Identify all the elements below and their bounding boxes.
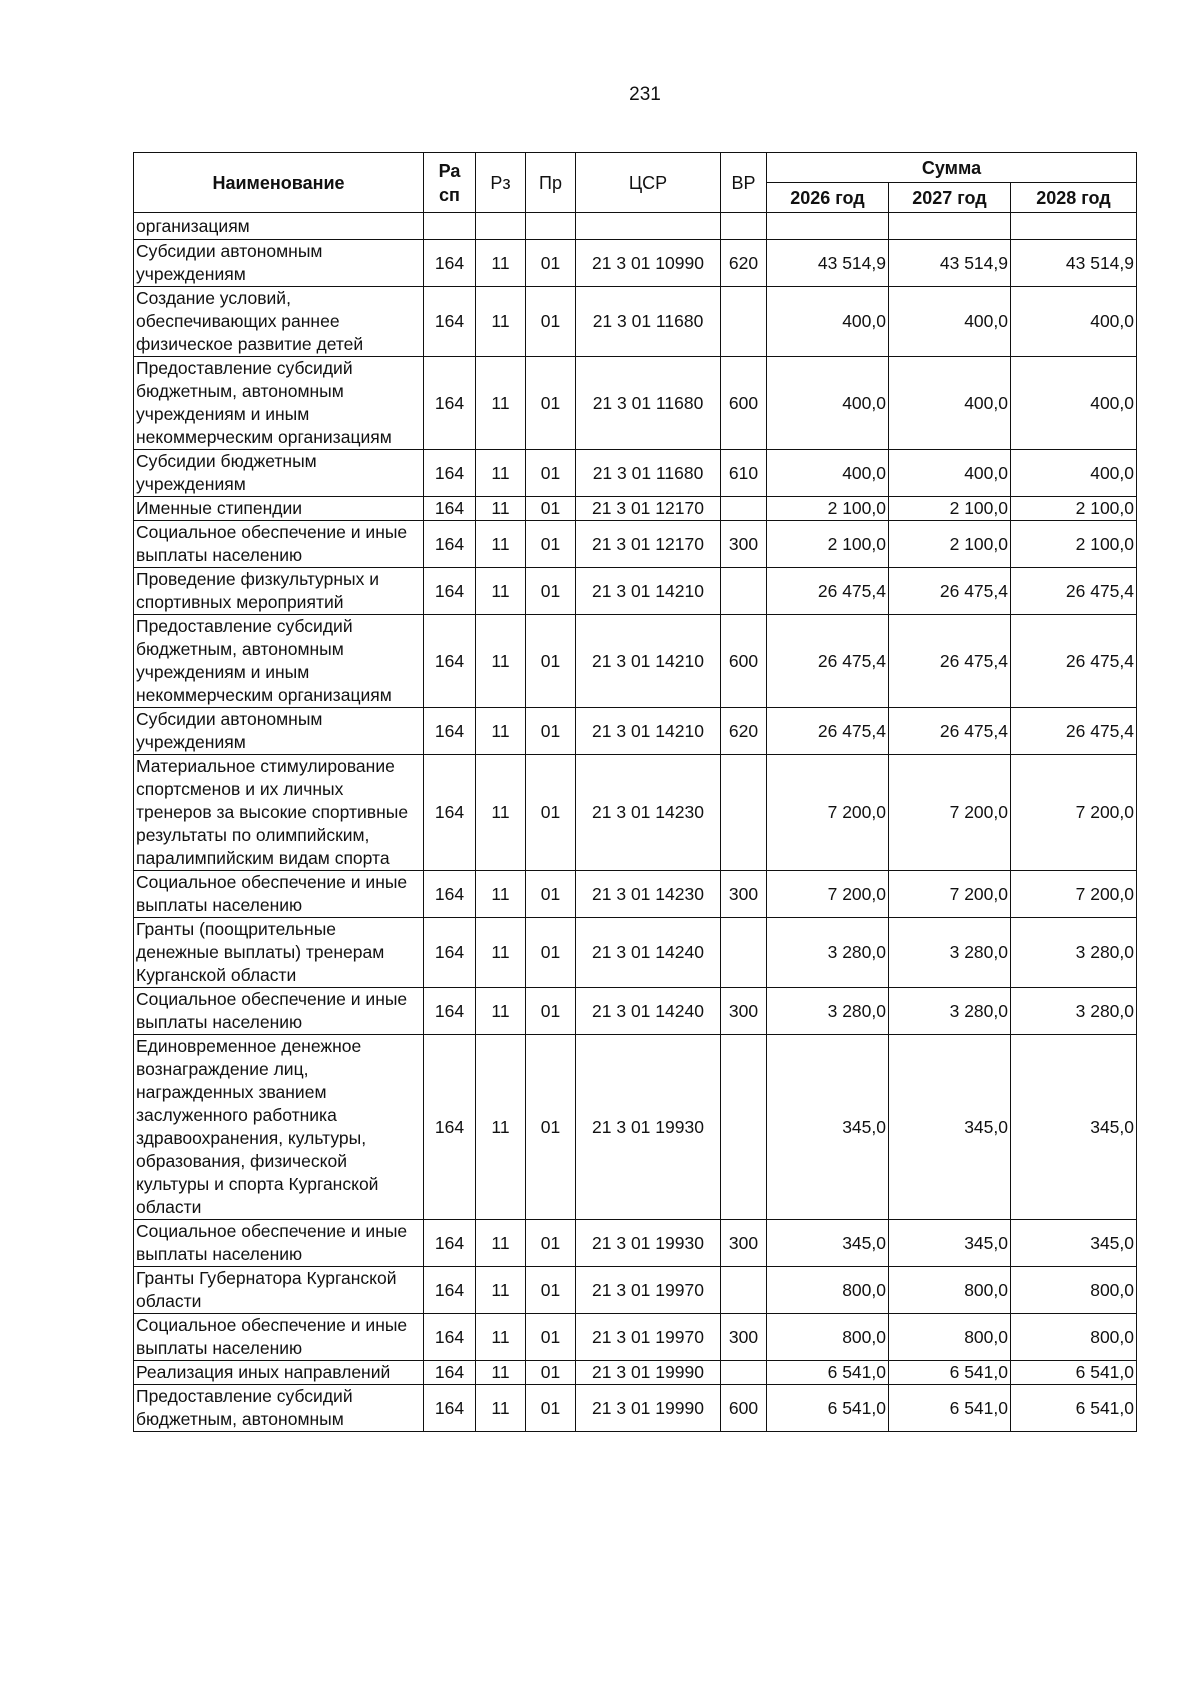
- row-sum-2026: 800,0: [767, 1267, 889, 1314]
- row-sum-2028: 3 280,0: [1011, 918, 1137, 988]
- row-sum-2028: 43 514,9: [1011, 240, 1137, 287]
- row-pr: 01: [526, 1385, 576, 1432]
- row-sum-2028: 26 475,4: [1011, 568, 1137, 615]
- header-csr: ЦСР: [576, 153, 721, 213]
- row-rasp: 164: [424, 708, 476, 755]
- table-row: [134, 755, 1137, 871]
- row-rz: 11: [476, 1035, 526, 1220]
- empty-cell: [576, 213, 721, 240]
- row-sum-2028: 2 100,0: [1011, 497, 1137, 521]
- row-rasp: 164: [424, 568, 476, 615]
- row-sum-2026: 26 475,4: [767, 568, 889, 615]
- row-vr: 300: [721, 988, 767, 1035]
- table-row: [134, 450, 1137, 497]
- row-sum-2026: 3 280,0: [767, 988, 889, 1035]
- row-name: Социальное обеспечение и иные выплаты населению: [134, 1220, 424, 1267]
- header-pr: Пр: [526, 153, 576, 213]
- row-sum-2028: 400,0: [1011, 450, 1137, 497]
- row-sum-2027: 26 475,4: [889, 568, 1011, 615]
- row-pr: 01: [526, 521, 576, 568]
- row-rasp: 164: [424, 615, 476, 708]
- row-sum-2026: 345,0: [767, 1035, 889, 1220]
- row-rz: 11: [476, 450, 526, 497]
- header-2027: 2027 год: [889, 183, 1011, 213]
- row-name: Предоставление субсидий бюджетным, автономным: [134, 1385, 424, 1432]
- row-rasp: 164: [424, 988, 476, 1035]
- row-vr: 600: [721, 615, 767, 708]
- row-rz: 11: [476, 1385, 526, 1432]
- table-row: [134, 615, 1137, 708]
- table-row: [134, 497, 1137, 521]
- row-name: Социальное обеспечение и иные выплаты населению: [134, 871, 424, 918]
- row-csr: 21 3 01 19970: [576, 1267, 721, 1314]
- row-name: Реализация иных направлений: [134, 1361, 424, 1385]
- empty-cell: [889, 213, 1011, 240]
- row-sum-2026: 400,0: [767, 287, 889, 357]
- row-rasp: 164: [424, 1035, 476, 1220]
- row-sum-2026: 800,0: [767, 1314, 889, 1361]
- row-sum-2026: 43 514,9: [767, 240, 889, 287]
- row-sum-2027: 6 541,0: [889, 1385, 1011, 1432]
- row-name: Социальное обеспечение и иные выплаты населению: [134, 988, 424, 1035]
- row-sum-2028: 400,0: [1011, 357, 1137, 450]
- row-rasp: 164: [424, 287, 476, 357]
- row-vr: 610: [721, 450, 767, 497]
- row-vr: 300: [721, 1314, 767, 1361]
- row-name: Проведение физкультурных и спортивных мероприятий: [134, 568, 424, 615]
- row-vr: [721, 497, 767, 521]
- row-rasp: 164: [424, 240, 476, 287]
- table-row: [134, 568, 1137, 615]
- row-sum-2026: 7 200,0: [767, 755, 889, 871]
- row-rz: 11: [476, 521, 526, 568]
- row-vr: [721, 568, 767, 615]
- row-vr: 300: [721, 1220, 767, 1267]
- row-pr: 01: [526, 357, 576, 450]
- table-row: [134, 1314, 1137, 1361]
- row-sum-2028: 26 475,4: [1011, 708, 1137, 755]
- row-rasp: 164: [424, 1385, 476, 1432]
- row-sum-2028: 6 541,0: [1011, 1361, 1137, 1385]
- row-pr: 01: [526, 568, 576, 615]
- table-row: [134, 988, 1137, 1035]
- row-sum-2026: 3 280,0: [767, 918, 889, 988]
- table-row: [134, 1035, 1137, 1220]
- table-row: [134, 213, 1137, 240]
- row-rz: 11: [476, 918, 526, 988]
- row-name: Предоставление субсидий бюджетным, автономным учреждениям и иным некоммерческим организациям: [134, 615, 424, 708]
- table-row: [134, 1361, 1137, 1385]
- header-sum: Сумма: [767, 153, 1137, 183]
- row-csr: 21 3 01 14210: [576, 615, 721, 708]
- row-sum-2028: 400,0: [1011, 287, 1137, 357]
- header-vr: ВР: [721, 153, 767, 213]
- row-sum-2028: 345,0: [1011, 1035, 1137, 1220]
- table-row: [134, 1220, 1137, 1267]
- row-csr: 21 3 01 11680: [576, 287, 721, 357]
- row-sum-2028: 3 280,0: [1011, 988, 1137, 1035]
- row-csr: 21 3 01 11680: [576, 450, 721, 497]
- row-sum-2027: 800,0: [889, 1314, 1011, 1361]
- row-csr: 21 3 01 14210: [576, 708, 721, 755]
- row-sum-2028: 2 100,0: [1011, 521, 1137, 568]
- row-rz: 11: [476, 287, 526, 357]
- row-rasp: 164: [424, 497, 476, 521]
- row-rz: 11: [476, 1220, 526, 1267]
- row-name: Материальное стимулирование спортсменов и их личных тренеров за высокие спортивные результаты по олимпийским, паралимпийским видам спорта: [134, 755, 424, 871]
- row-pr: 01: [526, 1220, 576, 1267]
- row-sum-2026: 2 100,0: [767, 497, 889, 521]
- row-sum-2026: 26 475,4: [767, 708, 889, 755]
- row-csr: 21 3 01 14230: [576, 755, 721, 871]
- row-csr: 21 3 01 14210: [576, 568, 721, 615]
- row-vr: [721, 755, 767, 871]
- row-rasp: 164: [424, 521, 476, 568]
- row-sum-2026: 400,0: [767, 357, 889, 450]
- row-name: Субсидии бюджетным учреждениям: [134, 450, 424, 497]
- row-sum-2027: 345,0: [889, 1220, 1011, 1267]
- row-sum-2028: 800,0: [1011, 1314, 1137, 1361]
- row-sum-2026: 6 541,0: [767, 1385, 889, 1432]
- row-sum-2027: 400,0: [889, 357, 1011, 450]
- row-rasp: 164: [424, 918, 476, 988]
- row-csr: 21 3 01 19930: [576, 1220, 721, 1267]
- row-pr: 01: [526, 615, 576, 708]
- row-rasp: 164: [424, 357, 476, 450]
- row-vr: 600: [721, 357, 767, 450]
- row-pr: 01: [526, 708, 576, 755]
- row-pr: 01: [526, 1361, 576, 1385]
- row-vr: [721, 1267, 767, 1314]
- table-body: [134, 213, 1137, 1432]
- row-rz: 11: [476, 1361, 526, 1385]
- header-rz: Рз: [476, 153, 526, 213]
- row-csr: 21 3 01 14240: [576, 988, 721, 1035]
- row-name: Предоставление субсидий бюджетным, автономным учреждениям и иным некоммерческим организациям: [134, 357, 424, 450]
- row-sum-2027: 345,0: [889, 1035, 1011, 1220]
- row-rz: 11: [476, 615, 526, 708]
- header-2026: 2026 год: [767, 183, 889, 213]
- row-csr: 21 3 01 12170: [576, 497, 721, 521]
- row-sum-2026: 26 475,4: [767, 615, 889, 708]
- row-name: Единовременное денежное вознаграждение лиц, награжденных званием заслуженного работника здравоохранения, культуры, образования, физической культуры и спорта Курганской области: [134, 1035, 424, 1220]
- row-csr: 21 3 01 19990: [576, 1385, 721, 1432]
- row-sum-2028: 7 200,0: [1011, 871, 1137, 918]
- row-name: Гранты Губернатора Курганской области: [134, 1267, 424, 1314]
- row-name: Субсидии автономным учреждениям: [134, 708, 424, 755]
- row-vr: [721, 287, 767, 357]
- row-csr: 21 3 01 12170: [576, 521, 721, 568]
- row-pr: 01: [526, 1314, 576, 1361]
- row-rz: 11: [476, 708, 526, 755]
- header-rasp: Ра сп: [424, 153, 476, 213]
- row-sum-2027: 2 100,0: [889, 521, 1011, 568]
- row-csr: 21 3 01 19930: [576, 1035, 721, 1220]
- row-name: Субсидии автономным учреждениям: [134, 240, 424, 287]
- row-rz: 11: [476, 568, 526, 615]
- row-pr: 01: [526, 988, 576, 1035]
- row-pr: 01: [526, 1035, 576, 1220]
- row-name: Именные стипендии: [134, 497, 424, 521]
- row-sum-2027: 400,0: [889, 450, 1011, 497]
- row-pr: 01: [526, 450, 576, 497]
- row-sum-2028: 26 475,4: [1011, 615, 1137, 708]
- row-rz: 11: [476, 357, 526, 450]
- row-vr: [721, 1035, 767, 1220]
- table-row: [134, 521, 1137, 568]
- row-sum-2026: 7 200,0: [767, 871, 889, 918]
- row-sum-2027: 43 514,9: [889, 240, 1011, 287]
- page-number: 231: [629, 84, 661, 105]
- row-rasp: 164: [424, 450, 476, 497]
- empty-cell: [721, 213, 767, 240]
- row-csr: 21 3 01 14230: [576, 871, 721, 918]
- row-vr: 620: [721, 708, 767, 755]
- row-sum-2027: 26 475,4: [889, 708, 1011, 755]
- row-sum-2028: 7 200,0: [1011, 755, 1137, 871]
- row-pr: 01: [526, 1267, 576, 1314]
- row-rasp: 164: [424, 871, 476, 918]
- row-rasp: 164: [424, 755, 476, 871]
- table-row: [134, 1267, 1137, 1314]
- row-vr: [721, 1361, 767, 1385]
- empty-cell: [526, 213, 576, 240]
- row-sum-2028: 6 541,0: [1011, 1385, 1137, 1432]
- row-sum-2026: 6 541,0: [767, 1361, 889, 1385]
- row-name: Гранты (поощрительные денежные выплаты) тренерам Курганской области: [134, 918, 424, 988]
- row-name: Создание условий, обеспечивающих раннее физическое развитие детей: [134, 287, 424, 357]
- row-pr: 01: [526, 287, 576, 357]
- row-rasp: 164: [424, 1220, 476, 1267]
- row-csr: 21 3 01 10990: [576, 240, 721, 287]
- empty-cell: [1011, 213, 1137, 240]
- table-row: [134, 918, 1137, 988]
- row-rz: 11: [476, 240, 526, 287]
- continuation-cell: организациям: [134, 213, 424, 240]
- row-sum-2027: 3 280,0: [889, 988, 1011, 1035]
- row-rz: 11: [476, 755, 526, 871]
- row-vr: 620: [721, 240, 767, 287]
- row-sum-2027: 7 200,0: [889, 755, 1011, 871]
- row-rasp: 164: [424, 1267, 476, 1314]
- row-sum-2027: 400,0: [889, 287, 1011, 357]
- row-pr: 01: [526, 918, 576, 988]
- row-sum-2027: 26 475,4: [889, 615, 1011, 708]
- table-row: [134, 240, 1137, 287]
- row-rz: 11: [476, 988, 526, 1035]
- header-2028: 2028 год: [1011, 183, 1137, 213]
- row-pr: 01: [526, 755, 576, 871]
- table-row: [134, 287, 1137, 357]
- table-header: [134, 153, 1137, 213]
- header-name: Наименование: [134, 153, 424, 213]
- row-rz: 11: [476, 1314, 526, 1361]
- row-sum-2026: 2 100,0: [767, 521, 889, 568]
- row-sum-2027: 800,0: [889, 1267, 1011, 1314]
- row-name: Социальное обеспечение и иные выплаты населению: [134, 1314, 424, 1361]
- row-rasp: 164: [424, 1361, 476, 1385]
- row-sum-2028: 800,0: [1011, 1267, 1137, 1314]
- row-rasp: 164: [424, 1314, 476, 1361]
- row-vr: [721, 918, 767, 988]
- row-sum-2027: 6 541,0: [889, 1361, 1011, 1385]
- budget-table: [133, 152, 1137, 1432]
- row-pr: 01: [526, 497, 576, 521]
- table-row: [134, 708, 1137, 755]
- row-rz: 11: [476, 497, 526, 521]
- table-row: [134, 871, 1137, 918]
- row-vr: 600: [721, 1385, 767, 1432]
- empty-cell: [424, 213, 476, 240]
- row-pr: 01: [526, 240, 576, 287]
- empty-cell: [476, 213, 526, 240]
- row-sum-2027: 2 100,0: [889, 497, 1011, 521]
- row-csr: 21 3 01 11680: [576, 357, 721, 450]
- row-sum-2026: 400,0: [767, 450, 889, 497]
- row-vr: 300: [721, 871, 767, 918]
- empty-cell: [767, 213, 889, 240]
- row-sum-2026: 345,0: [767, 1220, 889, 1267]
- row-sum-2027: 3 280,0: [889, 918, 1011, 988]
- row-csr: 21 3 01 19970: [576, 1314, 721, 1361]
- row-vr: 300: [721, 521, 767, 568]
- row-sum-2027: 7 200,0: [889, 871, 1011, 918]
- row-pr: 01: [526, 871, 576, 918]
- row-rz: 11: [476, 1267, 526, 1314]
- row-rz: 11: [476, 871, 526, 918]
- table-row: [134, 1385, 1137, 1432]
- table-row: [134, 357, 1137, 450]
- row-name: Социальное обеспечение и иные выплаты населению: [134, 521, 424, 568]
- row-csr: 21 3 01 14240: [576, 918, 721, 988]
- row-csr: 21 3 01 19990: [576, 1361, 721, 1385]
- row-sum-2028: 345,0: [1011, 1220, 1137, 1267]
